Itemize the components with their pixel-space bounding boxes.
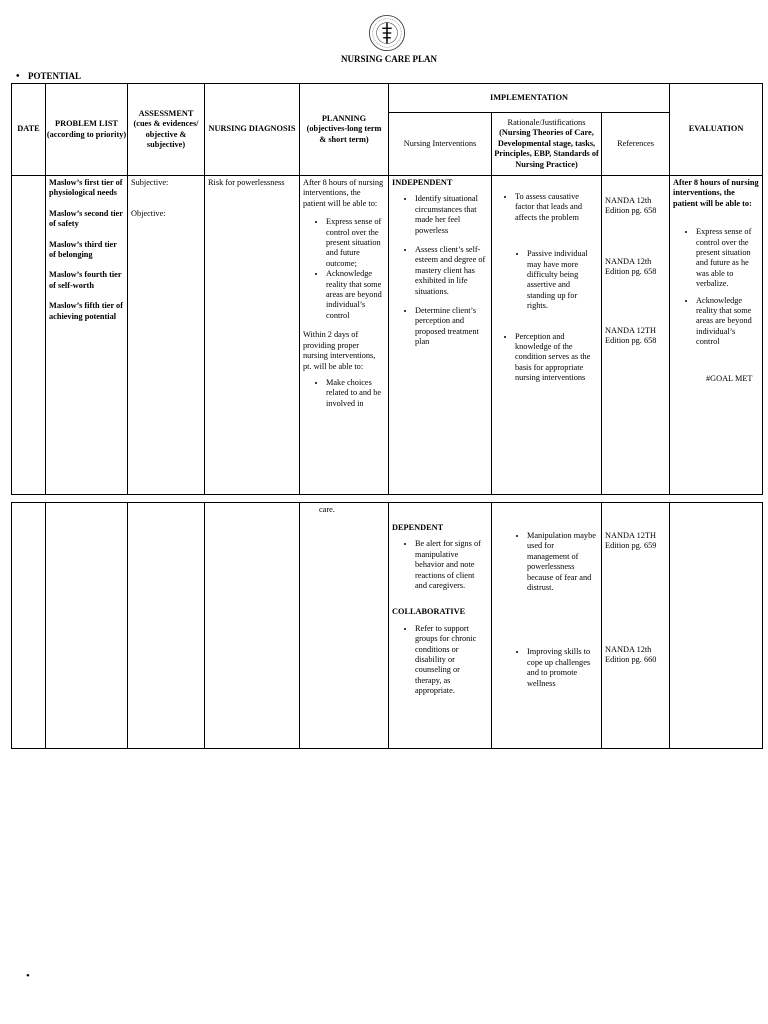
evaluation-item: • Acknowledge reality that some areas are beyond individual’s control <box>696 296 759 348</box>
assessment-cell <box>128 176 205 495</box>
rationale-item: • Improving skills to cope up challenges and to promote wellness <box>527 647 598 689</box>
problem-list-cell <box>46 503 128 749</box>
document-title: NURSING CARE PLAN <box>340 54 437 64</box>
col-planning-sub: (objectives-long term <box>306 124 382 134</box>
date-cell <box>12 176 46 495</box>
intervention-item: • Identify situational circumstances that made her feel powerless <box>415 194 488 236</box>
collaborative-label: COLLABORATIVE <box>392 607 466 617</box>
planning-continued: care. <box>319 505 335 514</box>
dependent-label: DEPENDENT <box>392 523 444 532</box>
col-problem-list-title: PROBLEM LIST <box>55 119 118 129</box>
problem-item: Maslow’s fourth tier of self-worth <box>49 270 122 290</box>
references-cell <box>602 176 670 495</box>
rationale-cell <box>492 503 602 749</box>
reference-item: NANDA 12th Edition pg. 660 <box>605 644 657 665</box>
evaluation-intro: After 8 hours of nursing interventions, the patient will be able to: <box>673 178 759 208</box>
rationale-item: • Passive individual may have more difficulty being assertive and standing up for rights. <box>527 249 598 311</box>
planning-cell <box>300 176 389 495</box>
col-evaluation: EVALUATION <box>670 84 763 176</box>
planning-intro: After 8 hours of nursing interventions, the patient will be able to: <box>303 178 384 208</box>
col-planning <box>300 84 389 176</box>
problem-item: Maslow’s second tier of safety <box>49 208 123 229</box>
problem-list-cell <box>46 176 128 495</box>
care-plan-table-continued <box>11 502 763 749</box>
col-nursing-diagnosis: NURSING DIAGNOSIS <box>205 84 300 176</box>
col-assessment-title: ASSESSMENT <box>138 108 194 118</box>
intervention-item: • Assess client’s self-esteem and degree of mastery client has exhibited in life situations. <box>415 245 488 297</box>
planning-item: • Express sense of control over the present situation and future outcome; <box>326 217 385 269</box>
reference-item: NANDA 12th Edition pg. 658 <box>605 196 657 216</box>
care-plan-table <box>11 83 763 495</box>
diagnosis-cell <box>205 503 300 749</box>
interventions-cell <box>389 503 492 749</box>
col-rationale-sub: (Nursing Theories of Care, Developmental stage, tasks, Principles, EBP, Standards of Nursing Practice) <box>494 128 599 169</box>
col-rationale <box>492 113 602 176</box>
assessment-subjective: Subjective: <box>131 178 169 187</box>
reference-item: NANDA 12TH Edition pg. 659 <box>605 531 657 551</box>
planning-cell <box>300 503 389 749</box>
planning-item: • Acknowledge reality that some areas are beyond individual’s control <box>326 269 385 321</box>
col-nursing-interventions: Nursing Interventions <box>389 113 492 176</box>
empty-bullet: • <box>26 970 30 982</box>
goal-met-label: #GOAL MET <box>706 373 753 383</box>
independent-label: INDEPENDENT <box>392 178 453 187</box>
col-implementation: IMPLEMENTATION <box>389 84 670 113</box>
col-problem-list-sub: (according to priority) <box>46 129 127 139</box>
date-cell <box>12 503 46 749</box>
interventions-cell <box>389 176 492 495</box>
diagnosis-text: Risk for powerlessness <box>208 178 285 187</box>
rationale-item: • Manipulation maybe used for management of powerlessness because of fear and distrust. <box>527 531 598 593</box>
intervention-item: • Determine client’s perception and proposed treatment plan <box>415 306 488 348</box>
problem-item: Maslow’s first tier of physiological needs <box>49 178 123 198</box>
intervention-item: • Be alert for signs of manipulative behavior and note reactions of client and caregivers. <box>415 539 488 591</box>
col-references: References <box>602 113 670 176</box>
col-problem-list <box>46 84 128 176</box>
col-planning-sub2: & short term) <box>319 134 369 144</box>
reference-item: NANDA 12TH Edition pg. 658 <box>605 325 657 346</box>
rationale-item: • To assess causative factor that leads and affects the problem <box>515 192 598 223</box>
assessment-cell <box>128 503 205 749</box>
evaluation-cell <box>670 176 763 495</box>
col-planning-title: PLANNING <box>321 113 367 123</box>
assessment-objective: Objective: <box>131 209 166 219</box>
diagnosis-cell <box>205 176 300 495</box>
rationale-cell <box>492 176 602 495</box>
planning-item: • Make choices related to and be involved in <box>326 378 385 409</box>
category-label: • POTENTIAL <box>28 71 81 81</box>
problem-item: Maslow’s fifth tier of achieving potential <box>49 301 123 321</box>
evaluation-item: • Express sense of control over the present situation and future as he was able to verbalize. <box>696 227 759 289</box>
reference-item: NANDA 12th Edition pg. 658 <box>605 256 657 277</box>
col-rationale-title: Rationale/Justifications <box>507 117 586 127</box>
problem-item: Maslow’s third tier of belonging <box>49 239 117 260</box>
col-date: DATE <box>12 84 46 176</box>
planning-intro-2: Within 2 days of providing proper nursing interventions, pt. will be able to: <box>303 330 376 371</box>
intervention-item: • Refer to support groups for chronic conditions or disability or counseling or therapy, as appropriate. <box>415 624 488 697</box>
references-cell <box>602 503 670 749</box>
university-seal-icon <box>368 14 406 52</box>
rationale-item: • Perception and knowledge of the condition serves as the basis for appropriate nursing interventions <box>515 332 598 384</box>
col-assessment-sub: (cues & evidences/ objective & subjective) <box>133 119 199 149</box>
evaluation-cell <box>670 503 763 749</box>
col-assessment <box>128 84 205 176</box>
